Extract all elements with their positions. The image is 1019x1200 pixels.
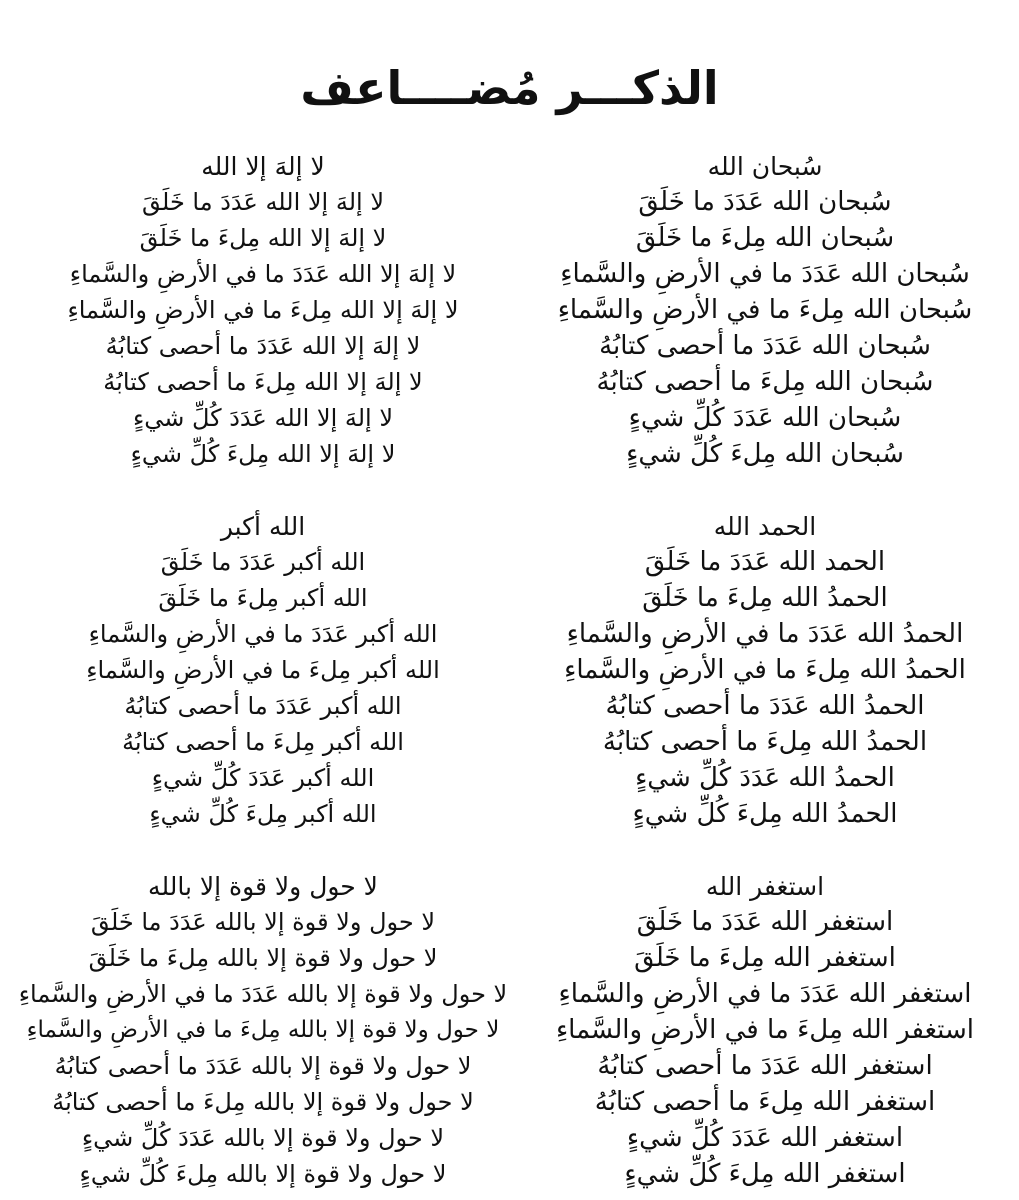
dhikr-lines [18, 904, 508, 1192]
dhikr-line: استغفر الله عَدَدَ ما في الأرضِ والسَّماءِ [558, 979, 972, 1009]
dhikr-line: لا إلهَ إلا الله مِلءَ ما في الأرضِ والسَّماءِ [67, 296, 459, 324]
dhikr-line: الحمدُ الله عَدَدَ كُلِّ شيءٍ [635, 763, 895, 793]
dhikr-line: الله أكبر مِلءَ كُلِّ شيءٍ [149, 800, 377, 828]
dhikr-lines [520, 184, 1010, 472]
dhikr-lines [520, 544, 1010, 832]
block-heading: سُبحان الله [707, 152, 823, 181]
dhikr-line: استغفر الله مِلءَ كُلِّ شيءٍ [624, 1159, 906, 1189]
block-heading: لا حول ولا قوة إلا بالله [148, 872, 378, 901]
dhikr-line: لا حول ولا قوة إلا بالله عَدَدَ ما خَلَقَ [90, 908, 436, 936]
dhikr-line: الله أكبر مِلءَ ما في الأرضِ والسَّماءِ [86, 656, 440, 684]
dhikr-line: لا حول ولا قوة إلا بالله عَدَدَ ما أحصى كتابُهُ [54, 1052, 472, 1080]
dhikr-line: سُبحان الله مِلءَ كُلِّ شيءٍ [626, 439, 904, 469]
dhikr-line: لا حول ولا قوة إلا بالله مِلءَ كُلِّ شيءٍ [79, 1160, 447, 1188]
dhikr-line: الله أكبر مِلءَ ما خَلَقَ [158, 584, 368, 612]
dhikr-line: سُبحان الله مِلءَ ما أحصى كتابُهُ [596, 367, 934, 397]
block-heading: الله أكبر [220, 512, 306, 541]
dhikr-line: الحمد الله عَدَدَ ما خَلَقَ [644, 547, 886, 577]
dhikr-line: سُبحان الله عَدَدَ ما أحصى كتابُهُ [599, 331, 931, 361]
dhikr-line: لا حول ولا قوة إلا بالله مِلءَ ما في الأرضِ والسَّماءِ [26, 1017, 500, 1043]
dhikr-line: لا حول ولا قوة إلا بالله عَدَدَ ما في الأرضِ والسَّماءِ [18, 980, 508, 1008]
dhikr-line: الله أكبر عَدَدَ ما في الأرضِ والسَّماءِ [88, 620, 438, 648]
dhikr-lines [18, 544, 508, 832]
dhikr-line: لا إلهَ إلا الله مِلءَ ما خَلَقَ [139, 224, 387, 252]
dhikr-line: سُبحان الله عَدَدَ كُلِّ شيءٍ [628, 403, 902, 433]
dhikr-block-subhanallah [520, 150, 1010, 472]
dhikr-line: الحمدُ الله مِلءَ ما في الأرضِ والسَّماءِ [564, 655, 966, 685]
dhikr-block-la-hawla [18, 870, 508, 1192]
block-heading: لا إلهَ إلا الله [201, 152, 325, 181]
dhikr-block-alhamdulillah [520, 510, 1010, 832]
dhikr-line: سُبحان الله عَدَدَ ما خَلَقَ [638, 187, 892, 217]
dhikr-line: استغفر الله عَدَدَ كُلِّ شيءٍ [626, 1123, 904, 1153]
dhikr-line: لا حول ولا قوة إلا بالله مِلءَ ما أحصى كتابُهُ [52, 1088, 474, 1116]
dhikr-line: الله أكبر عَدَدَ ما أحصى كتابُهُ [124, 692, 402, 720]
dhikr-line: لا إلهَ إلا الله عَدَدَ ما خَلَقَ [141, 188, 385, 216]
dhikr-line: استغفر الله مِلءَ ما في الأرضِ والسَّماءِ [555, 1015, 975, 1045]
dhikr-line: استغفر الله عَدَدَ ما خَلَقَ [636, 907, 894, 937]
block-heading: الحمد الله [713, 512, 817, 541]
dhikr-line: الله أكبر عَدَدَ كُلِّ شيءٍ [151, 764, 375, 792]
dhikr-line: لا حول ولا قوة إلا بالله مِلءَ ما خَلَقَ [88, 944, 438, 972]
block-heading: استغفر الله [705, 872, 825, 901]
dhikr-block-la-ilaha-illallah [18, 150, 508, 472]
dhikr-line: استغفر الله مِلءَ ما خَلَقَ [634, 943, 896, 973]
dhikr-block-astaghfirullah [520, 870, 1010, 1192]
dhikr-line: لا إلهَ إلا الله عَدَدَ ما أحصى كتابُهُ [105, 332, 421, 360]
dhikr-line: سُبحان الله مِلءَ ما خَلَقَ [635, 223, 895, 253]
dhikr-line: الله أكبر مِلءَ ما أحصى كتابُهُ [122, 728, 404, 756]
dhikr-line: الحمدُ الله عَدَدَ ما أحصى كتابُهُ [605, 691, 925, 721]
dhikr-line: سُبحان الله عَدَدَ ما في الأرضِ والسَّماءِ [560, 259, 970, 289]
dhikr-line: الحمدُ الله مِلءَ ما أحصى كتابُهُ [602, 727, 928, 757]
dhikr-line: لا إلهَ إلا الله عَدَدَ كُلِّ شيءٍ [132, 404, 394, 432]
dhikr-line: استغفر الله عَدَدَ ما أحصى كتابُهُ [597, 1051, 933, 1081]
dhikr-lines [520, 904, 1010, 1192]
dhikr-line: الحمدُ الله مِلءَ كُلِّ شيءٍ [632, 799, 898, 829]
dhikr-line: استغفر الله مِلءَ ما أحصى كتابُهُ [594, 1087, 936, 1117]
dhikr-line: الله أكبر عَدَدَ ما خَلَقَ [160, 548, 366, 576]
dhikr-line: لا حول ولا قوة إلا بالله عَدَدَ كُلِّ شيءٍ [81, 1124, 445, 1152]
dhikr-line: الحمدُ الله عَدَدَ ما في الأرضِ والسَّماءِ [566, 619, 964, 649]
dhikr-line: الحمدُ الله مِلءَ ما خَلَقَ [642, 583, 888, 613]
dhikr-lines [18, 184, 508, 472]
dhikr-line: لا إلهَ إلا الله مِلءَ كُلِّ شيءٍ [130, 440, 396, 468]
dhikr-line: سُبحان الله مِلءَ ما في الأرضِ والسَّماءِ [557, 295, 973, 325]
dhikr-line: لا إلهَ إلا الله مِلءَ ما أحصى كتابُهُ [103, 368, 423, 396]
dhikr-line: لا إلهَ إلا الله عَدَدَ ما في الأرضِ والسَّماءِ [69, 260, 457, 288]
dhikr-block-allahu-akbar [18, 510, 508, 832]
page-title: الذكـــر مُضــــاعف [300, 61, 719, 115]
